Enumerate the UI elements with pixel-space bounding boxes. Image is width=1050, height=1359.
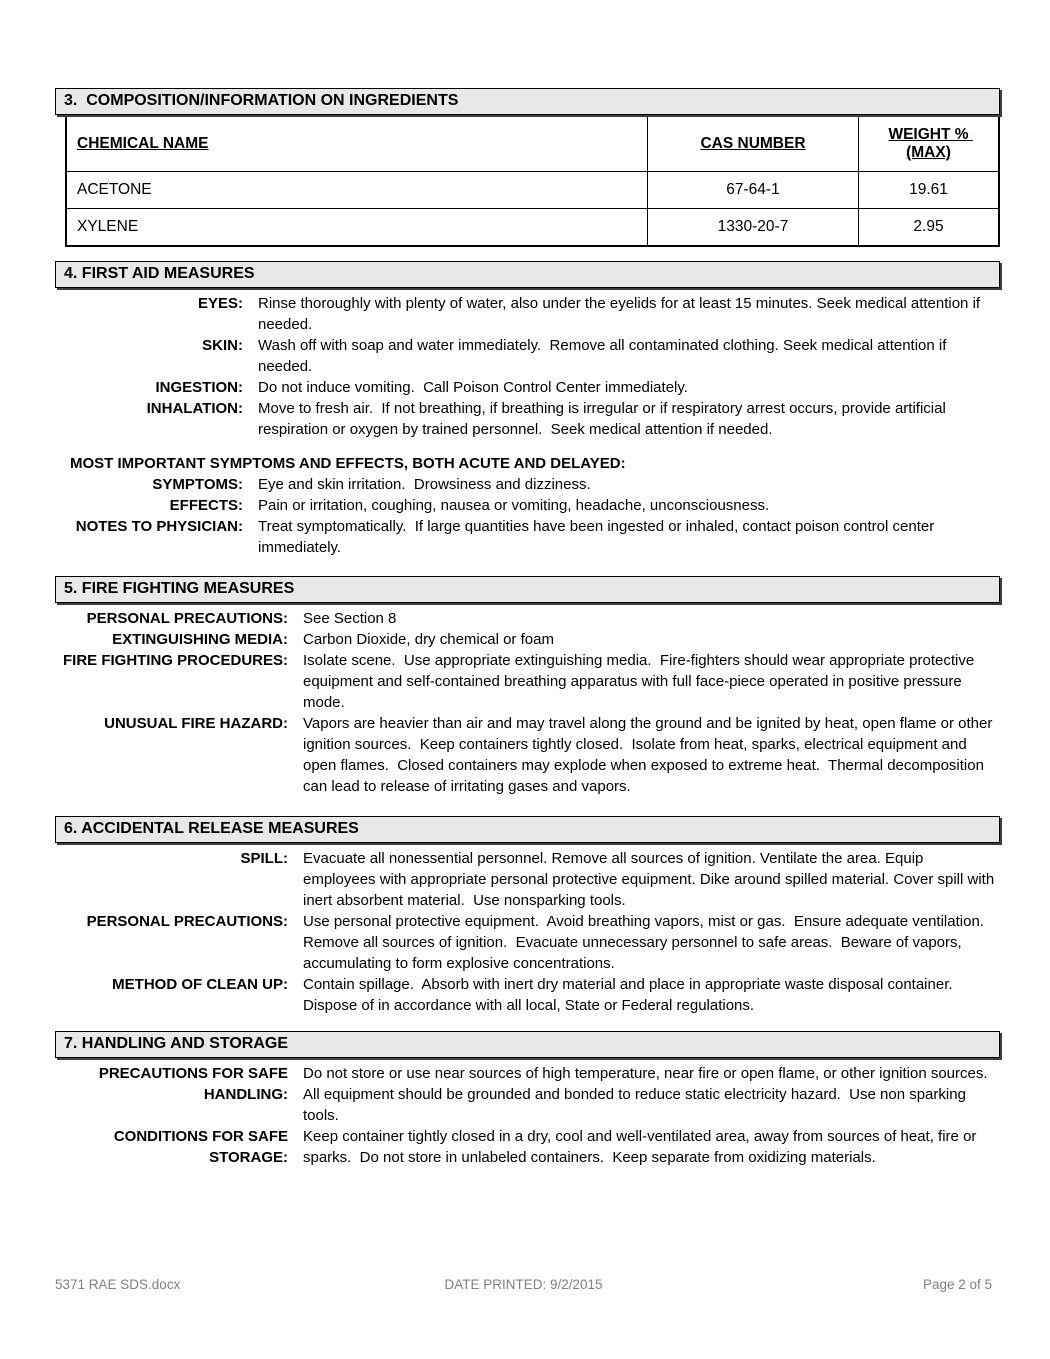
entry-text: Do not induce vomiting. Call Poison Control Center immediately. <box>258 379 688 396</box>
footer-page-number: Page 2 of 5 <box>922 1277 992 1292</box>
entry-label: INHALATION: <box>146 400 243 417</box>
entry-label: PERSONAL PRECAUTIONS: <box>86 913 288 930</box>
entry-label: METHOD OF CLEAN UP: <box>112 976 288 993</box>
chemical-name-cell: XYLENE <box>66 209 648 247</box>
entry-label: EYES: <box>197 295 243 312</box>
entry-personal-precautions <box>55 608 1000 629</box>
entry-text: Carbon Dioxide, dry chemical or foam <box>303 631 554 648</box>
entry-fire-fighting-procedures <box>55 650 1000 713</box>
cas-number-cell: 1330-20-7 <box>648 209 859 247</box>
entry-label: EFFECTS: <box>169 497 243 514</box>
chemical-name-cell: ACETONE <box>66 172 648 209</box>
composition-table-header-row <box>66 116 999 172</box>
entry-text: Wash off with soap and water immediately. Remove all contaminated clothing. Seek medical attention if needed. <box>258 337 951 375</box>
column-header-weight-percent: WEIGHT % (MAX) <box>859 116 1000 172</box>
entry-text: Keep container tightly closed in a dry, cool and well-ventilated area, away from sources of heat, fire or sparks. Do not store in unlabeled containers. Keep separate from oxidizing materials. <box>303 1128 981 1166</box>
entry-precautions-for-safe-handling <box>55 1063 1000 1126</box>
footer-filename: 5371 RAE SDS.docx <box>55 1277 181 1292</box>
entry-symptoms <box>55 474 1000 495</box>
entry-label: FIRE FIGHTING PROCEDURES: <box>62 652 288 669</box>
first-aid-entry-eyes <box>55 293 1000 335</box>
entry-text: Vapors are heavier than air and may travel along the ground and be ignited by heat, open flame or other ignition sources. Keep containers tightly closed. Isolate from heat, sparks, electrical equipment and open flames. Closed containers may explode when exposed to extreme heat. Thermal decomposition can lead to release of irritating gases and vapors. <box>303 715 997 795</box>
page-footer <box>55 1277 992 1292</box>
symptoms-effects-heading: MOST IMPORTANT SYMPTOMS AND EFFECTS, BOTH ACUTE AND DELAYED: <box>70 455 626 472</box>
entry-label: SYMPTOMS: <box>152 476 243 493</box>
entry-effects <box>55 495 1000 516</box>
entry-label: CONDITIONS FOR SAFE STORAGE: <box>113 1128 293 1166</box>
entry-text: Rinse thoroughly with plenty of water, also under the eyelids for at least 15 minutes. Seek medical attention if needed. <box>258 295 985 333</box>
entry-text: Contain spillage. Absorb with inert dry material and place in appropriate waste disposal container. Dispose of in accordance with all local, State or Federal regulations. <box>303 976 961 1014</box>
symptoms-entries <box>55 474 1000 558</box>
section-6-header: 6. ACCIDENTAL RELEASE MEASURES <box>55 816 1000 843</box>
entry-spill <box>55 848 1000 911</box>
entry-text: Move to fresh air. If not breathing, if breathing is irregular or if respiratory arrest occurs, provide artificial respiration or oxygen by trained personnel. Seek medical attention if needed. <box>258 400 950 438</box>
entry-notes-to-physician <box>55 516 1000 558</box>
entry-text: Use personal protective equipment. Avoid breathing vapors, mist or gas. Ensure adequate ventilation. Remove all sources of ignition. Evacuate unnecessary personnel to safe areas. Beware of vapors, accumulating to form explosive concentrations. <box>303 913 993 972</box>
entry-label: EXTINGUISHING MEDIA: <box>112 631 288 648</box>
first-aid-entries <box>55 293 1000 440</box>
handling-storage-entries <box>55 1063 1000 1168</box>
accidental-release-entries <box>55 848 1000 1016</box>
weight-percent-cell: 19.61 <box>859 172 1000 209</box>
column-header-chemical-name: CHEMICAL NAME <box>66 116 648 172</box>
sds-page <box>55 88 1000 1168</box>
section-5-header: 5. FIRE FIGHTING MEASURES <box>55 576 1000 603</box>
composition-table <box>65 115 1000 247</box>
table-row-xylene <box>66 209 999 247</box>
entry-label: PRECAUTIONS FOR SAFE HANDLING: <box>98 1065 293 1103</box>
entry-text: Do not store or use near sources of high temperature, near fire or open flame, or other ignition sources. All equipment should be grounded and bonded to reduce static electricity hazard. Use non sparking tools. <box>303 1065 996 1124</box>
entry-text: Eye and skin irritation. Drowsiness and dizziness. <box>258 476 591 493</box>
first-aid-entry-inhalation <box>55 398 1000 440</box>
table-row-acetone <box>66 172 999 209</box>
footer-date-printed: DATE PRINTED: 9/2/2015 <box>444 1277 603 1292</box>
fire-fighting-entries <box>55 608 1000 797</box>
entry-text: Treat symptomatically. If large quantities have been ingested or inhaled, contact poison control center immediately. <box>258 518 939 556</box>
section-3-header: 3. COMPOSITION/INFORMATION ON INGREDIENTS <box>55 88 1000 115</box>
entry-text: Isolate scene. Use appropriate extinguishing media. Fire-fighters should wear appropriate protective equipment and self-contained breathing apparatus with full face-piece operated in positive pressure mode. <box>303 652 979 711</box>
entry-extinguishing-media <box>55 629 1000 650</box>
first-aid-entry-skin <box>55 335 1000 377</box>
entry-label: INGESTION: <box>155 379 243 396</box>
section-4-header: 4. FIRST AID MEASURES <box>55 261 1000 288</box>
entry-method-of-clean-up <box>55 974 1000 1016</box>
entry-personal-precautions <box>55 911 1000 974</box>
entry-label: UNUSUAL FIRE HAZARD: <box>104 715 288 732</box>
entry-label: PERSONAL PRECAUTIONS: <box>86 610 288 627</box>
first-aid-entry-ingestion <box>55 377 1000 398</box>
entry-label: NOTES TO PHYSICIAN: <box>75 518 243 535</box>
column-header-cas-number: CAS NUMBER <box>648 116 859 172</box>
section-7-header: 7. HANDLING AND STORAGE <box>55 1031 1000 1058</box>
entry-text: Pain or irritation, coughing, nausea or vomiting, headache, unconsciousness. <box>258 497 770 514</box>
entry-conditions-for-safe-storage <box>55 1126 1000 1168</box>
entry-label: SKIN: <box>202 337 243 354</box>
weight-percent-cell: 2.95 <box>859 209 1000 247</box>
entry-label: SPILL: <box>240 850 288 867</box>
cas-number-cell: 67-64-1 <box>648 172 859 209</box>
entry-text: Evacuate all nonessential personnel. Remove all sources of ignition. Ventilate the area. Equip employees with appropriate personal protective equipment. Dike around spilled material. Cover spill with inert absorbent material. Use nonsparking tools. <box>303 850 999 909</box>
entry-text: See Section 8 <box>303 610 397 627</box>
entry-unusual-fire-hazard <box>55 713 1000 797</box>
